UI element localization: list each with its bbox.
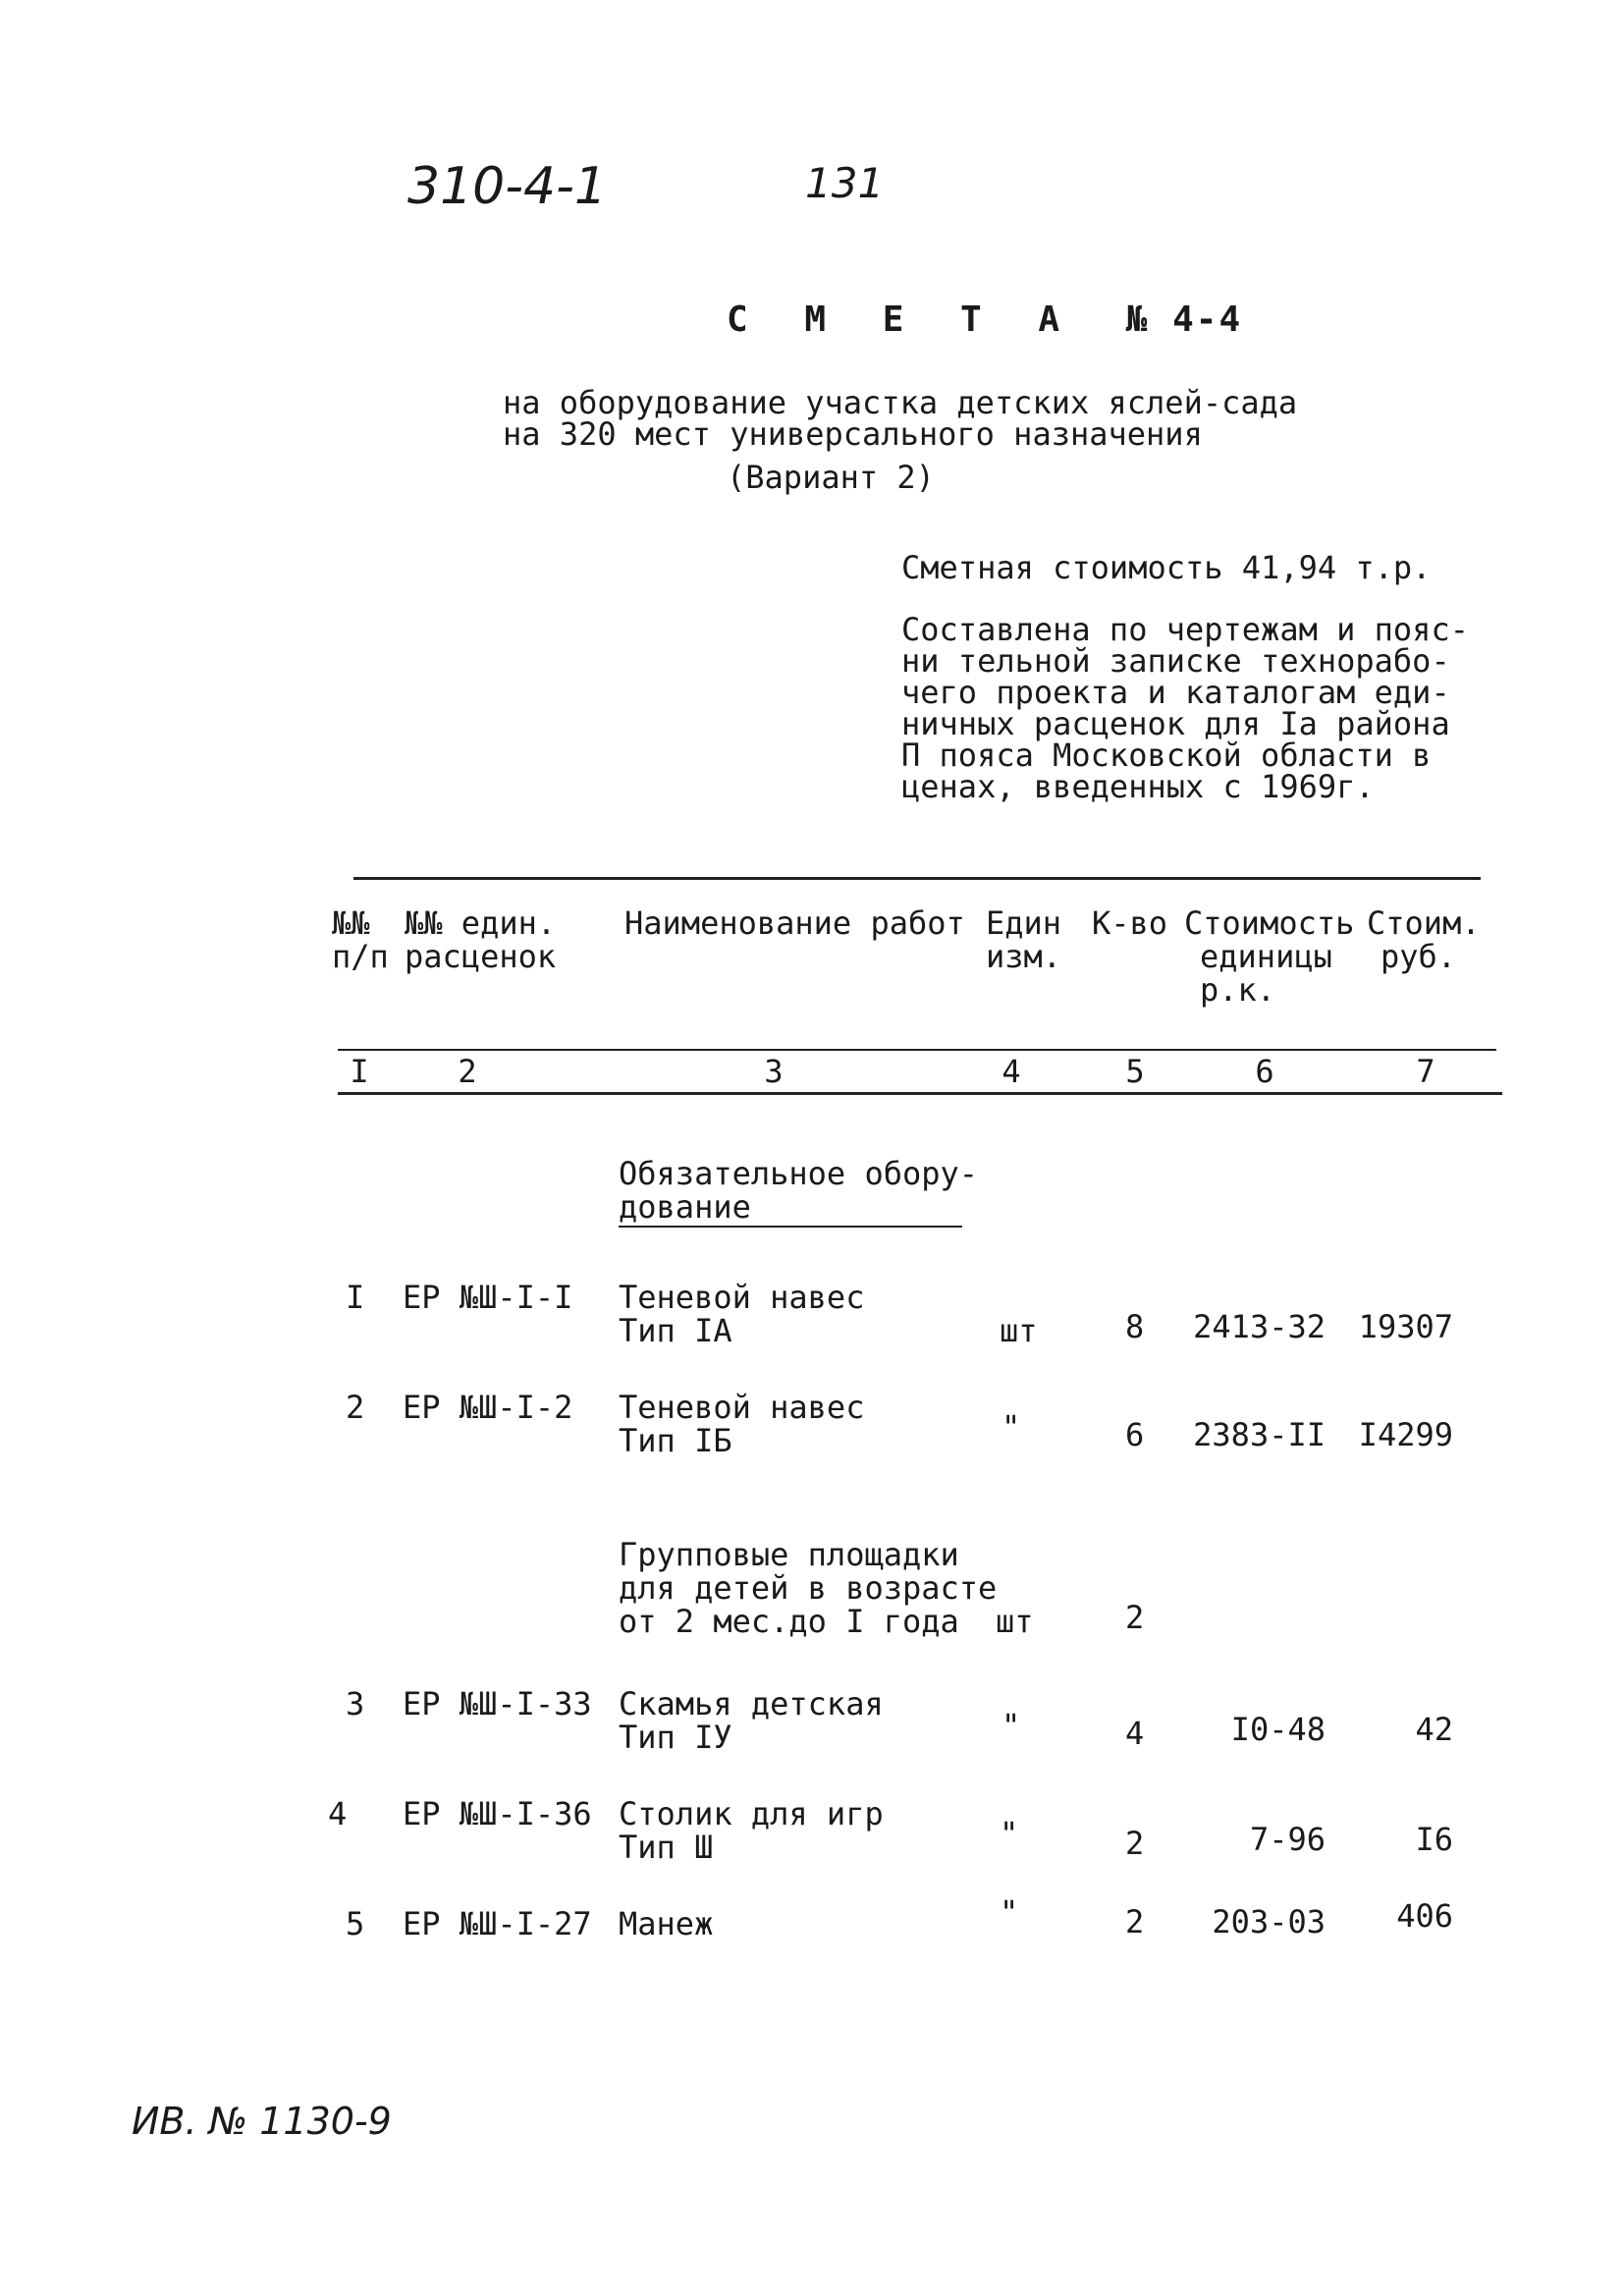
header-quantity: К-во [1092,904,1168,942]
section-title: Групповые площадки для детей в возрасте от 2 мес.до I года [619,1536,998,1640]
column-number: 2 [458,1053,477,1090]
column-number: 4 [1001,1053,1021,1090]
estimated-cost: Сметная стоимость 41,94 т.р. [901,549,1432,586]
column-number: 5 [1125,1053,1145,1090]
header-row-number: №№ п/п [332,904,389,975]
unit: " [1001,1707,1021,1744]
row-number: 3 [346,1685,365,1722]
unit: " [1001,1408,1021,1446]
table-top-rule [353,877,1481,880]
quantity: 2 [1125,1825,1145,1862]
rate-code: ЕР №Ш-I-27 [403,1905,592,1942]
section-title: Обязательное обору- дование [619,1155,979,1226]
quantity: 2 [1125,1599,1145,1636]
quantity: 6 [1125,1416,1145,1453]
row-number: 5 [346,1905,365,1942]
total-cost: I6 [1415,1821,1453,1858]
estimate-number: № 4-4 [1125,300,1243,340]
column-number: 6 [1255,1053,1274,1090]
header-unit: Един изм. [986,904,1062,975]
variant-label: (Вариант 2) [727,459,935,496]
unit-cost: 203-03 [1212,1903,1326,1941]
total-cost: 19307 [1358,1308,1453,1345]
total-cost: 406 [1396,1897,1453,1935]
row-number: 4 [328,1795,348,1832]
subtitle-line-1: на оборудование участка детских яслей-сада [503,384,1298,421]
note-line: Составлена по чертежам и пояс- [901,611,1469,648]
note-line: чего проекта и каталогам еди- [901,674,1450,711]
compilation-note [901,611,1469,805]
note-line: ничных расценок для Iа района [901,705,1450,742]
row-number: I [346,1279,365,1316]
inventory-number: ИВ. № 1130-9 [132,2100,392,2143]
doc-code: 310-4-1 [407,157,607,216]
unit: " [1000,1893,1019,1931]
rate-code: ЕР №Ш-I-36 [403,1795,592,1832]
column-number: 3 [764,1053,784,1090]
page-number: 131 [805,159,885,207]
column-number: 7 [1416,1053,1435,1090]
work-name: Манеж [619,1905,714,1942]
quantity: 4 [1125,1715,1145,1752]
section-underline [619,1226,962,1228]
note-line: ни тельной записке технорабо- [901,642,1450,680]
rate-code: ЕР №Ш-I-2 [403,1389,573,1426]
estimate-heading: С М Е Т А [727,300,1078,340]
header-unit-cost: Стоимость единицы р.к. [1184,904,1355,1009]
note-line: П пояса Московской области в [901,737,1432,774]
total-cost: I4299 [1358,1416,1453,1453]
work-name: Теневой навес Тип IБ [619,1389,865,1459]
column-numbers-rule [338,1092,1502,1095]
rate-code: ЕР №Ш-I-I [403,1279,573,1316]
header-work-name: Наименование работ [624,904,965,942]
row-number: 2 [346,1389,365,1426]
subtitle-line-2: на 320 мест универсального назначения [503,415,1203,453]
header-total-cost: Стоим. руб. [1367,904,1481,975]
quantity: 8 [1125,1308,1145,1345]
unit: шт [996,1603,1034,1640]
unit-cost: 7-96 [1249,1821,1326,1858]
work-name: Теневой навес Тип IА [619,1279,865,1349]
note-line: ценах, введенных с 1969г. [901,768,1375,805]
estimate-title [727,300,1242,340]
unit-cost: I0-48 [1230,1711,1326,1748]
unit-cost: 2383-II [1193,1416,1326,1453]
work-name: Столик для игр Тип Ш [619,1795,884,1866]
header-rate-code: №№ един. расценок [405,904,557,975]
header-bottom-rule [338,1049,1496,1051]
unit: " [1000,1815,1019,1852]
work-name: Скамья детская Тип IУ [619,1685,884,1756]
unit-cost: 2413-32 [1193,1308,1326,1345]
rate-code: ЕР №Ш-I-33 [403,1685,592,1722]
column-number: I [350,1053,369,1090]
quantity: 2 [1125,1903,1145,1941]
total-cost: 42 [1415,1711,1453,1748]
unit: шт [1000,1312,1038,1349]
